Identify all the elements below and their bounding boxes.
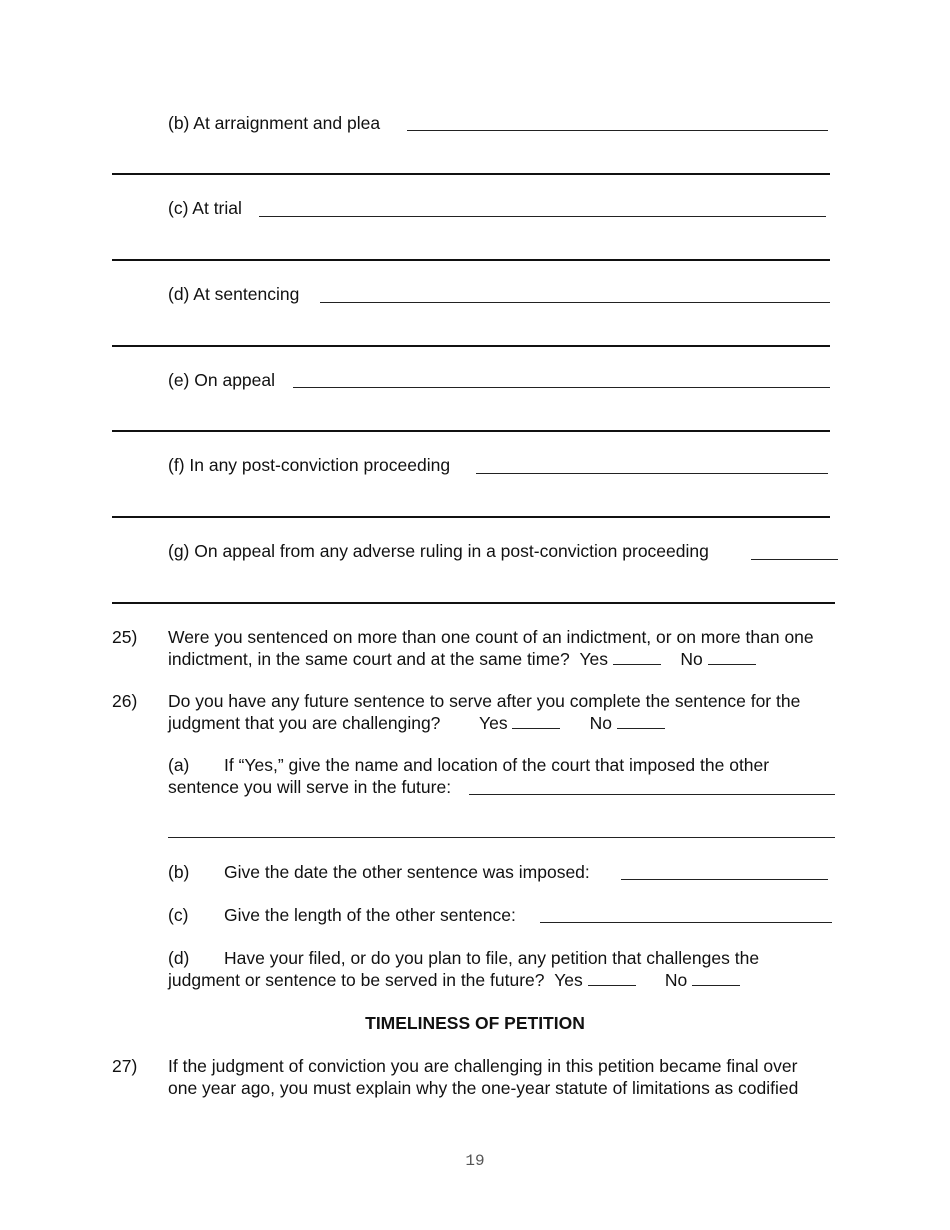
question-25-line1: Were you sentenced on more than one count of an indictment, or on more than one [168, 627, 814, 647]
question-26d-yes-field[interactable] [588, 970, 636, 986]
question-26-yes-label: Yes [479, 713, 508, 733]
counsel-f-label: (f) In any post-conviction proceeding [168, 455, 451, 475]
counsel-e-continuation-line[interactable] [112, 430, 830, 432]
question-27-line1: If the judgment of conviction you are challenging in this petition became final over [168, 1056, 798, 1076]
counsel-d-field[interactable] [320, 302, 830, 303]
question-26-yes-field[interactable] [512, 713, 560, 729]
counsel-c-continuation-line[interactable] [112, 259, 830, 261]
question-26a-continuation-line[interactable] [168, 837, 835, 838]
counsel-f-field[interactable] [476, 473, 828, 474]
question-25-line2: indictment, in the same court and at the same time? [168, 649, 570, 669]
question-26d-line2: judgment or sentence to be served in the future? [168, 970, 545, 990]
counsel-c-field[interactable] [259, 216, 826, 217]
question-26c-field[interactable] [540, 922, 832, 923]
question-25-line2-row [168, 648, 756, 670]
question-27-number: 27) [112, 1056, 138, 1076]
question-26d-yes-label: Yes [554, 970, 583, 990]
question-26d-no-field[interactable] [692, 970, 740, 986]
question-25-yes-field[interactable] [613, 649, 661, 665]
counsel-d-label: (d) At sentencing [168, 284, 300, 304]
question-26d-line2-row [168, 969, 740, 991]
counsel-d-continuation-line[interactable] [112, 345, 830, 347]
section-heading-timeliness: TIMELINESS OF PETITION [365, 1013, 585, 1033]
question-26-no-label: No [589, 713, 613, 733]
question-26a-field[interactable] [469, 794, 835, 795]
question-25-no-label: No [680, 649, 703, 669]
question-26-line1: Do you have any future sentence to serve after you complete the sentence for the [168, 691, 801, 711]
counsel-b-label: (b) At arraignment and plea [168, 113, 381, 133]
question-26a-line2: sentence you will serve in the future: [168, 777, 452, 797]
question-26-number: 26) [112, 691, 138, 711]
question-27-line2: one year ago, you must explain why the one-year statute of limitations as codified [168, 1078, 799, 1098]
question-26b-text: Give the date the other sentence was imposed: [224, 862, 590, 882]
question-25-number: 25) [112, 627, 138, 647]
counsel-g-continuation-line[interactable] [112, 602, 835, 604]
question-26-line2-row [168, 712, 665, 734]
question-26a-label: (a) [168, 755, 190, 775]
counsel-g-label: (g) On appeal from any adverse ruling in a post-conviction proceeding [168, 541, 709, 561]
question-26d-line1-row [168, 947, 838, 969]
counsel-c-label: (c) At trial [168, 198, 242, 218]
question-25-no-field[interactable] [708, 649, 756, 665]
counsel-e-field[interactable] [293, 387, 830, 388]
counsel-g-field[interactable] [751, 559, 838, 560]
counsel-e-label: (e) On appeal [168, 370, 276, 390]
question-26c-row [168, 904, 516, 926]
question-26c-label: (c) [168, 905, 189, 925]
counsel-b-continuation-line[interactable] [112, 173, 830, 175]
question-26b-field[interactable] [621, 879, 828, 880]
page-number: 19 [465, 1152, 485, 1170]
question-26c-text: Give the length of the other sentence: [224, 905, 516, 925]
question-26b-row [168, 861, 590, 883]
question-26-line2: judgment that you are challenging? [168, 713, 441, 733]
question-26d-line1: Have your filed, or do you plan to file, any petition that challenges the [224, 948, 760, 968]
question-26b-label: (b) [168, 862, 190, 882]
counsel-b-field[interactable] [407, 130, 828, 131]
question-26a-line1-row [168, 754, 838, 776]
counsel-f-continuation-line[interactable] [112, 516, 830, 518]
question-26-no-field[interactable] [617, 713, 665, 729]
question-26d-label: (d) [168, 948, 190, 968]
question-25-yes-label: Yes [579, 649, 609, 669]
question-26d-no-label: No [664, 970, 688, 990]
question-26a-line1: If “Yes,” give the name and location of the court that imposed the other [224, 755, 770, 775]
